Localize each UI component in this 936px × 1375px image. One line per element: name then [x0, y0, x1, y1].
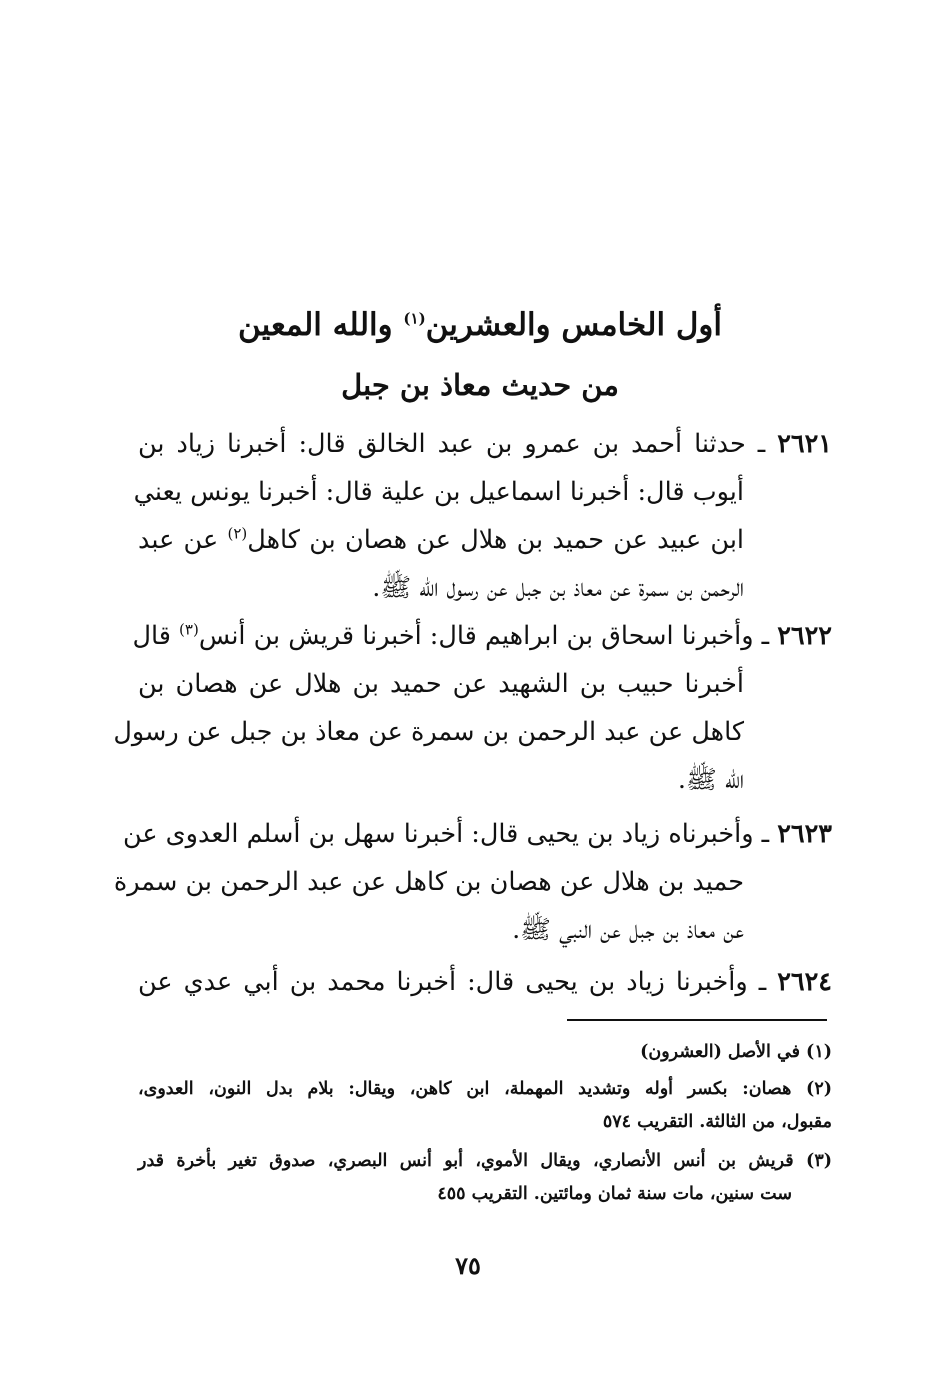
hadith-number: ٢٦٢٤	[777, 967, 832, 997]
footnote-separator	[567, 1019, 827, 1021]
entry-text: وأخبرناه زياد بن يحيى قال: أخبرنا سهل بن أسلم العدوى عن	[122, 819, 754, 849]
footnote-mark: (٢)	[806, 1079, 833, 1099]
hadith-number: ٢٦٢٣	[777, 819, 832, 849]
entry-line: أيوب قال: أخبرنا اسماعيل بن علية قال: أخبرنا يونس يعني	[133, 477, 744, 507]
entry-text: وأخبرنا اسحاق بن ابراهيم قال: أخبرنا قريش بن أنس	[198, 621, 754, 651]
footnote-line	[138, 1145, 832, 1178]
entry-text: حدثنا أحمد بن عمرو بن عبد الخالق قال: أخبرنا زياد بن	[138, 429, 746, 459]
entry-line: كاهل عن عبد الرحمن بن سمرة عن معاذ بن جبل عن رسول	[113, 717, 744, 747]
entry-line: ٢٦٢١ ـ حدثنا أحمد بن عمرو بن عبد الخالق قال: أخبرنا زياد بن	[138, 429, 832, 459]
page-number: ٧٥	[455, 1251, 481, 1280]
footnote-mark: (٣)	[806, 1151, 833, 1171]
entry-line: ٢٦٢٣ ـ وأخبرناه زياد بن يحيى قال: أخبرنا سهل بن أسلم العدوى عن	[122, 819, 832, 849]
footnote-text: هصان: بكسر أوله وتشديد المهملة، ابن كاهن، ويقال: بلام بدل النون، العدوى،	[138, 1079, 792, 1099]
hadith-entry	[113, 810, 832, 954]
footnote-1	[138, 1036, 832, 1069]
hadith-number: ٢٦٢١	[777, 429, 832, 459]
entry-text: عن عبد	[138, 525, 219, 555]
entry-line: حميد بن هلال عن هصان بن كاهل عن عبد الرحمن بن سمرة	[113, 867, 744, 897]
hadith-number: ٢٦٢٢	[777, 621, 832, 651]
footnote-line: مقبول، من الثالثة. التقريب ٥٧٤	[602, 1112, 832, 1132]
footnote-3	[138, 1145, 832, 1211]
section-title-tail: والله المعين	[238, 307, 404, 343]
footnote-ref-1[interactable]: (١)	[403, 309, 426, 328]
entry-line	[138, 516, 744, 564]
section-subtitle: من حديث معاذ بن جبل	[341, 368, 619, 402]
footnote-ref-3[interactable]: (٣)	[179, 620, 199, 639]
footnote-mark: (١)	[806, 1042, 832, 1062]
entry-text: وأخبرنا زياد بن يحيى قال: أخبرنا محمد بن أبي عدي عن	[138, 967, 748, 997]
footnote-ref-2[interactable]: (٢)	[227, 524, 248, 543]
footnote-text: قريش بن أنس الأنصاري، ويقال الأموي، أبو أنس البصري، صدوق تغير بأخرة قدر	[138, 1151, 794, 1171]
entry-line: ٢٦٢٤ ـ وأخبرنا زياد بن يحيى قال: أخبرنا محمد بن أبي عدي عن	[138, 967, 832, 997]
footnote-2	[138, 1073, 832, 1139]
entry-text: ابن عبيد عن حميد بن هلال عن هصان بن كاهل	[247, 525, 745, 555]
section-title	[140, 300, 820, 350]
footnote-line: ست سنين، مات سنة ثمان ومائتين. التقريب ٤٥٥	[437, 1184, 792, 1204]
footnote-line	[138, 1036, 832, 1069]
entry-line: عن معاذ بن جبل عن النبي ﷺ.	[512, 915, 744, 945]
entry-line: الرحمن بن سمرة عن معاذ بن جبل عن رسول الله ﷺ.	[372, 573, 744, 603]
footnote-text: في الأصل (العشرون)	[640, 1042, 800, 1062]
entry-line: ٢٦٢٢ ـ وأخبرنا اسحاق بن ابراهيم قال: أخبرنا قريش بن أنس$^{(٣)}$ قال	[132, 620, 832, 651]
hadith-entry	[133, 420, 832, 612]
footnote-line	[138, 1073, 832, 1106]
hadith-entry	[138, 958, 832, 1006]
entry-line: الله ﷺ.	[677, 765, 744, 795]
section-title-text: أول الخامس والعشرين	[425, 307, 722, 343]
hadith-entry	[113, 612, 832, 804]
entry-line: أخبرنا حبيب بن الشهيد عن حميد بن هلال عن هصان بن	[138, 669, 744, 699]
entry-text: قال	[132, 621, 171, 651]
